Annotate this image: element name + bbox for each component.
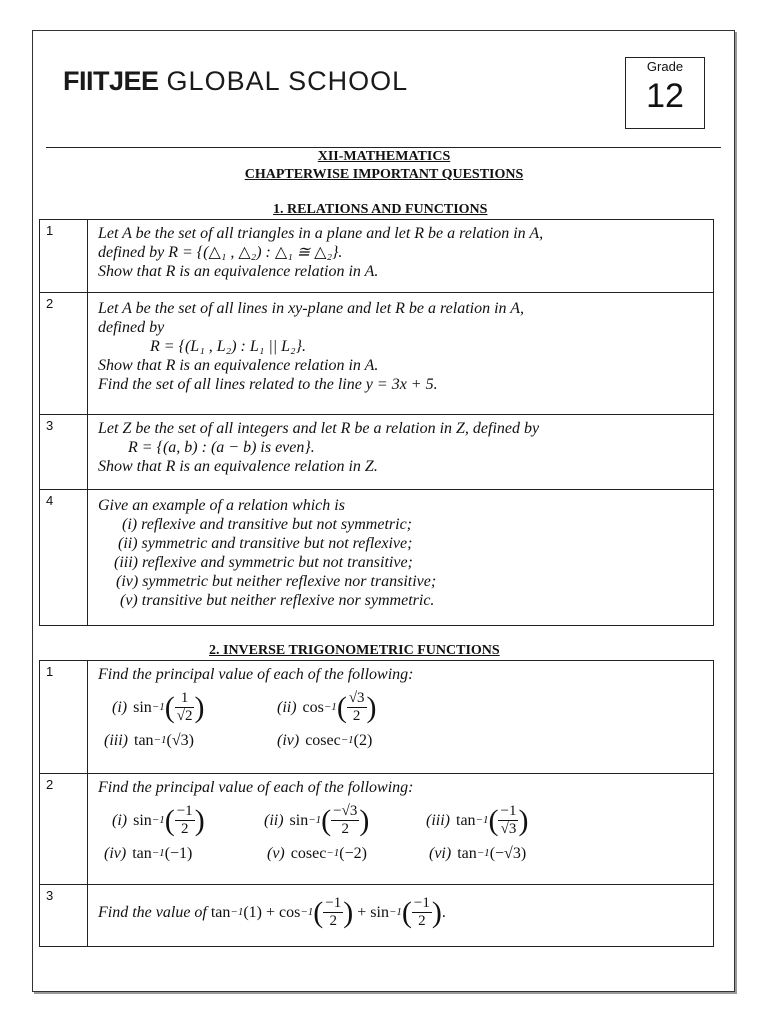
paren-close: )	[366, 690, 377, 724]
expression-row	[112, 690, 705, 725]
inverse-exponent: −1	[476, 847, 490, 859]
inverse-trig-question-table	[39, 660, 714, 947]
expression-iv	[104, 844, 267, 863]
numerator: 1	[175, 690, 195, 708]
item-label: (ii)	[264, 812, 284, 829]
expression-i	[112, 690, 277, 725]
question-line: defined by	[98, 319, 165, 336]
function-name: cos	[279, 904, 301, 921]
paren-open: (	[164, 690, 175, 724]
inverse-exponent: −1	[340, 734, 354, 746]
expression-v	[267, 844, 429, 863]
subject-title: XII-MATHEMATICS	[317, 149, 451, 164]
paren-close: )	[194, 690, 205, 724]
inverse-exponent: −1	[151, 847, 165, 859]
question-prompt: Find the principal value of each of the following:	[98, 666, 414, 683]
question-line: Give an example of a relation which is	[98, 497, 345, 514]
item-label: (iii)	[426, 812, 450, 829]
argument: (1)	[243, 904, 262, 921]
inverse-exponent: −1	[230, 906, 244, 918]
numerator: −1	[413, 895, 430, 911]
denominator: 2	[352, 708, 361, 724]
fraction	[331, 803, 359, 838]
numerator: −1	[176, 803, 193, 819]
inverse-exponent: −1	[388, 906, 402, 918]
expression-row	[112, 803, 705, 838]
expression-vi	[429, 844, 526, 863]
function-name: sin	[133, 812, 152, 829]
table-row	[40, 661, 714, 774]
paren-open: (	[401, 895, 412, 929]
grade-label: Grade	[646, 59, 684, 74]
question-number: 4	[40, 490, 88, 626]
table-row	[40, 415, 714, 490]
table-row	[40, 490, 714, 626]
argument: (−1)	[164, 845, 193, 862]
question-number: 3	[40, 885, 88, 947]
inverse-exponent: −1	[153, 734, 167, 746]
inverse-exponent: −1	[300, 906, 314, 918]
header-divider	[46, 147, 721, 148]
list-item: (i) reflexive and transitive but not symmetric;	[122, 516, 412, 533]
expression-iv	[277, 731, 372, 750]
paren-open: (	[321, 803, 332, 837]
plus-sign: +	[266, 904, 276, 921]
question-line: Let A be the set of all lines in xy-plane and let R be a relation in A,	[98, 300, 525, 317]
logo-school-name: GLOBAL SCHOOL	[166, 66, 409, 96]
denominator: 2	[341, 821, 349, 837]
function-name: sin	[133, 699, 152, 716]
item-label: (ii)	[277, 699, 297, 716]
function-name: tan	[134, 732, 154, 749]
fraction	[347, 690, 367, 725]
fraction	[412, 895, 432, 930]
paren-open: (	[336, 690, 347, 724]
fraction	[323, 895, 343, 930]
question-text	[88, 774, 714, 885]
function-name: tan	[210, 904, 231, 921]
expression-iii	[104, 731, 277, 750]
paren-close: )	[359, 803, 370, 837]
function-name: sin	[289, 812, 309, 829]
question-line: Show that R is an equivalence relation in A.	[98, 263, 379, 280]
question-line: Let A be the set of all triangles in a plane and let R be a relation in A,	[98, 225, 544, 242]
plus-sign: +	[357, 904, 367, 921]
item-label: (iv)	[277, 732, 300, 749]
inverse-exponent: −1	[323, 701, 337, 713]
question-line: Show that R is an equivalence relation in A.	[98, 357, 379, 374]
school-logo	[63, 66, 408, 97]
argument: (−2)	[339, 845, 367, 862]
inverse-exponent: −1	[326, 847, 340, 859]
question-text	[88, 220, 714, 293]
function-name: tan	[456, 812, 476, 829]
paren-open: (	[164, 803, 175, 837]
list-item: (ii) symmetric and transitive but not reflexive;	[118, 535, 413, 552]
question-line: Let Z be the set of all integers and let R be a relation in Z, defined by	[98, 420, 540, 437]
denominator: √2	[176, 708, 193, 724]
fraction	[175, 803, 195, 838]
expression-row	[104, 731, 705, 750]
paren-close: )	[518, 803, 529, 837]
list-item: (iv) symmetric but neither reflexive nor transitive;	[116, 573, 437, 590]
document-title: CHAPTERWISE IMPORTANT QUESTIONS	[244, 167, 524, 182]
function-name: tan	[457, 845, 477, 862]
table-row	[40, 293, 714, 415]
inverse-exponent: −1	[151, 701, 165, 713]
table-row	[40, 774, 714, 885]
item-label: (i)	[112, 699, 128, 716]
function-name: tan	[132, 845, 152, 862]
question-line: defined by R = {(△₁ , △₂) : △₁ ≅ △₂}.	[98, 244, 343, 261]
denominator: 2	[329, 913, 338, 929]
question-number: 1	[40, 220, 88, 293]
question-text	[88, 661, 714, 774]
question-number: 2	[40, 774, 88, 885]
question-text	[88, 490, 714, 626]
function-name: cos	[302, 699, 324, 716]
list-item: (v) transitive but neither reflexive nor symmetric.	[120, 592, 435, 609]
item-label: (iv)	[104, 845, 127, 862]
denominator: √3	[500, 821, 517, 837]
argument: (2)	[353, 732, 373, 749]
inverse-exponent: −1	[151, 814, 165, 826]
question-text	[88, 885, 714, 947]
denominator: 2	[418, 913, 426, 929]
question-text	[88, 415, 714, 490]
inverse-exponent: −1	[475, 814, 489, 826]
grade-box	[625, 57, 705, 129]
question-prompt: Find the value of	[98, 904, 207, 921]
paren-open: (	[488, 803, 499, 837]
table-row	[40, 220, 714, 293]
list-item: (iii) reflexive and symmetric but not transitive;	[114, 554, 413, 571]
question-prompt: Find the principal value of each of the following:	[98, 779, 414, 796]
expression-ii	[277, 690, 377, 725]
item-label: (iii)	[104, 732, 128, 749]
question-number: 2	[40, 293, 88, 415]
item-label: (i)	[112, 812, 128, 829]
denominator: 2	[180, 821, 189, 837]
expression-i	[112, 803, 264, 838]
logo-brand: FIITJEE	[63, 66, 159, 96]
grade-number: 12	[646, 77, 684, 115]
function-name: sin	[370, 904, 389, 921]
table-row	[40, 885, 714, 947]
relations-question-table	[39, 219, 714, 626]
expression-row	[104, 844, 705, 863]
numerator: −√3	[333, 803, 358, 819]
question-line: Find the set of all lines related to the line y = 3x + 5.	[98, 376, 438, 393]
numerator: √3	[348, 690, 365, 706]
function-name: cosec	[290, 845, 327, 862]
question-number: 3	[40, 415, 88, 490]
paren-open: (	[313, 895, 324, 929]
question-line: R = {(L₁ , L₂) : L₁ || L₂}.	[150, 338, 306, 355]
section-title-relations: 1. RELATIONS AND FUNCTIONS	[273, 202, 488, 217]
question-number: 1	[40, 661, 88, 774]
fraction	[175, 690, 195, 725]
paren-close: )	[343, 895, 354, 929]
section-title-inverse-trig: 2. INVERSE TRIGONOMETRIC FUNCTIONS	[209, 643, 500, 658]
question-line: R = {(a, b) : (a − b) is even}.	[128, 439, 315, 456]
item-label: (vi)	[429, 845, 452, 862]
numerator: −1	[500, 803, 517, 819]
fraction	[498, 803, 518, 838]
paren-close: )	[431, 895, 442, 929]
end-period: .	[441, 904, 446, 921]
function-name: cosec	[305, 732, 341, 749]
expression-ii	[264, 803, 426, 838]
argument: (√3)	[166, 732, 194, 749]
question-line: Show that R is an equivalence relation in Z.	[98, 458, 378, 475]
numerator: −1	[325, 895, 342, 911]
item-label: (v)	[267, 845, 285, 862]
inverse-exponent: −1	[308, 814, 322, 826]
paren-close: )	[194, 803, 205, 837]
expression-iii	[426, 803, 528, 838]
argument: (−√3)	[489, 845, 527, 862]
question-text	[88, 293, 714, 415]
value-expression	[98, 895, 446, 930]
